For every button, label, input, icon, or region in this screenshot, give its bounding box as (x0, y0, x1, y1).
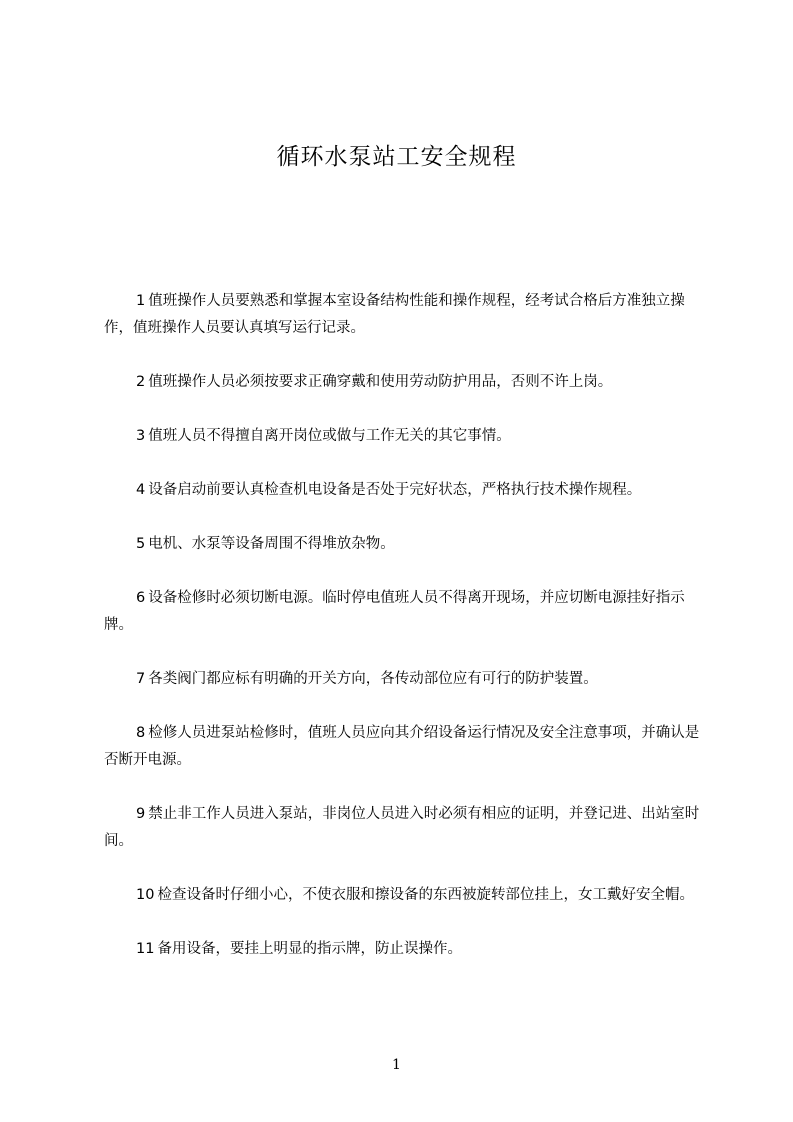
rule-item (104, 585, 704, 639)
rule-number: 2 (136, 374, 146, 390)
rule-text: 设备启动前要认真检查机电设备是否处于完好状态，严格执行技术操作规程。 (148, 482, 642, 498)
rule-text: 设备检修时必须切断电源。临时停电值班人员不得离开现场，并应切断电源挂好指示牌。 (104, 590, 685, 633)
rule-item (104, 720, 704, 774)
rule-text: 各类阀门都应标有明确的开关方向，各传动部位应有可行的防护装置。 (148, 671, 598, 687)
document-title: 循环水泵站工安全规程 (276, 144, 517, 170)
rule-number: 8 (136, 725, 146, 741)
rule-item (104, 801, 704, 855)
rule-text: 值班操作人员要熟悉和掌握本室设备结构性能和操作规程，经考试合格后方准独立操作，值班操作人员要认真填写运行记录。 (104, 293, 685, 336)
rule-item (104, 531, 704, 558)
rule-item (104, 288, 704, 342)
rule-number: 11 (136, 941, 155, 957)
rule-text: 值班操作人员必须按要求正确穿戴和使用劳动防护用品，否则不许上岗。 (148, 374, 613, 390)
rule-item (104, 423, 704, 450)
rule-item (104, 477, 704, 504)
rule-number: 9 (136, 806, 146, 822)
rule-text: 检修人员进泵站检修时，值班人员应向其介绍设备运行情况及安全注意事项，并确认是否断开电源。 (104, 725, 700, 768)
rule-text: 检查设备时仔细小心，不使衣服和擦设备的东西被旋转部位挂上，女工戴好安全帽。 (157, 887, 694, 903)
rule-text: 禁止非工作人员进入泵站，非岗位人员进入时必须有相应的证明，并登记进、出站室时间。 (104, 806, 700, 849)
rule-text: 值班人员不得擅自离开岗位或做与工作无关的其它事情。 (148, 428, 511, 444)
rule-number: 6 (136, 590, 146, 606)
rule-item (104, 882, 704, 909)
page-number: 1 (392, 1057, 401, 1073)
rule-number: 7 (136, 671, 146, 687)
rule-text: 备用设备，要挂上明显的指示牌，防止误操作。 (157, 941, 462, 957)
rule-number: 10 (136, 887, 155, 903)
rule-text: 电机、水泵等设备周围不得堆放杂物。 (148, 536, 395, 552)
rule-item (104, 369, 704, 396)
rule-number: 3 (136, 428, 146, 444)
rules-list (104, 288, 704, 990)
rule-number: 4 (136, 482, 146, 498)
rule-item (104, 936, 704, 963)
rule-number: 5 (136, 536, 146, 552)
rule-item (104, 666, 704, 693)
rule-number: 1 (136, 293, 146, 309)
